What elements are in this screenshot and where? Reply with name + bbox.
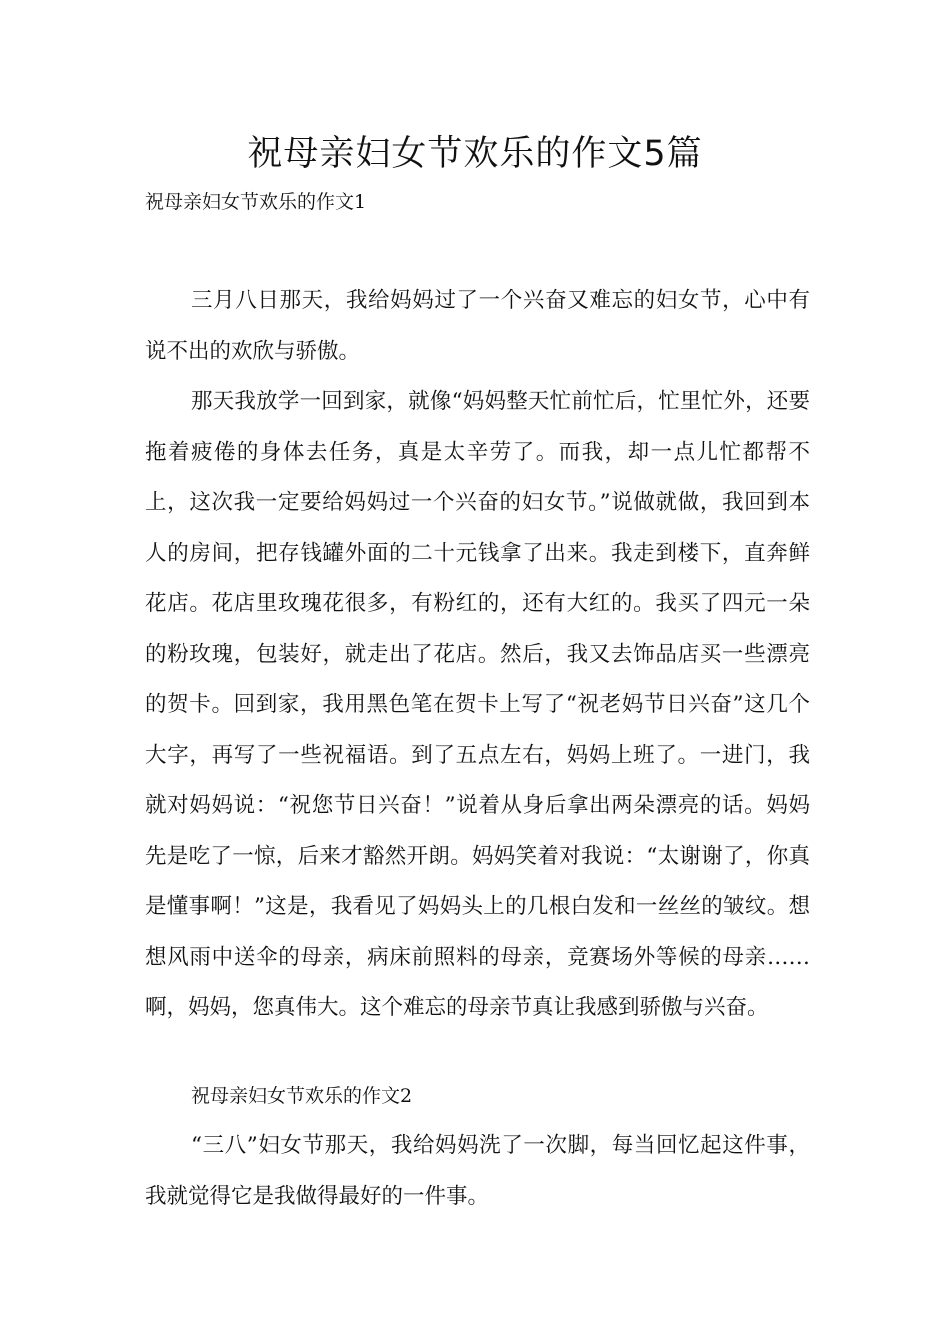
essay-2-paragraph-1: “三八”妇女节那天，我给妈妈洗了一次脚，每当回忆起这件事，我就觉得它是我做得最好的一件事。 bbox=[145, 1133, 810, 1209]
essay-1-paragraph-2: 那天我放学一回到家，就像“妈妈整天忙前忙后，忙里忙外，还要拖着疲倦的身体去任务，真是太辛劳了。而我，却一点儿忙都帮不上，这次我一定要给妈妈过一个兴奋的妇女节。”说做就做，我回到本人的房间，把存钱罐外面的二十元钱拿了出来。我走到楼下，直奔鲜花店。花店里玫瑰花很多，有粉红的，还有大红的。我买了四元一朵的粉玫瑰，包装好，就走出了花店。然后，我又去饰品店买一些漂亮的贺卡。回到家，我用黑色笔在贺卡上写了“祝老妈节日兴奋”这几个大字，再写了一些祝福语。到了五点左右，妈妈上班了。一进门，我就对妈妈说：“祝您节日兴奋！”说着从身后拿出两朵漂亮的话。妈妈先是吃了一惊，后来才豁然开朗。妈妈笑着对我说：“太谢谢了，你真是懂事啊！”这是，我看见了妈妈头上的几根白发和一丝丝的皱纹。想想风雨中送伞的母亲，病床前照料的母亲，竞赛场外等候的母亲……啊，妈妈，您真伟大。这个难忘的母亲节真让我感到骄傲与兴奋。 bbox=[145, 389, 810, 1020]
essay-2-heading: 祝母亲妇女节欢乐的作文2 bbox=[191, 1085, 413, 1107]
essay-1-paragraph-1: 三月八日那天，我给妈妈过了一个兴奋又难忘的妇女节，心中有说不出的欢欣与骄傲。 bbox=[145, 288, 810, 364]
document-title: 祝母亲妇女节欢乐的作文5篇 bbox=[247, 134, 703, 174]
essay-1-heading: 祝母亲妇女节欢乐的作文1 bbox=[145, 191, 367, 213]
